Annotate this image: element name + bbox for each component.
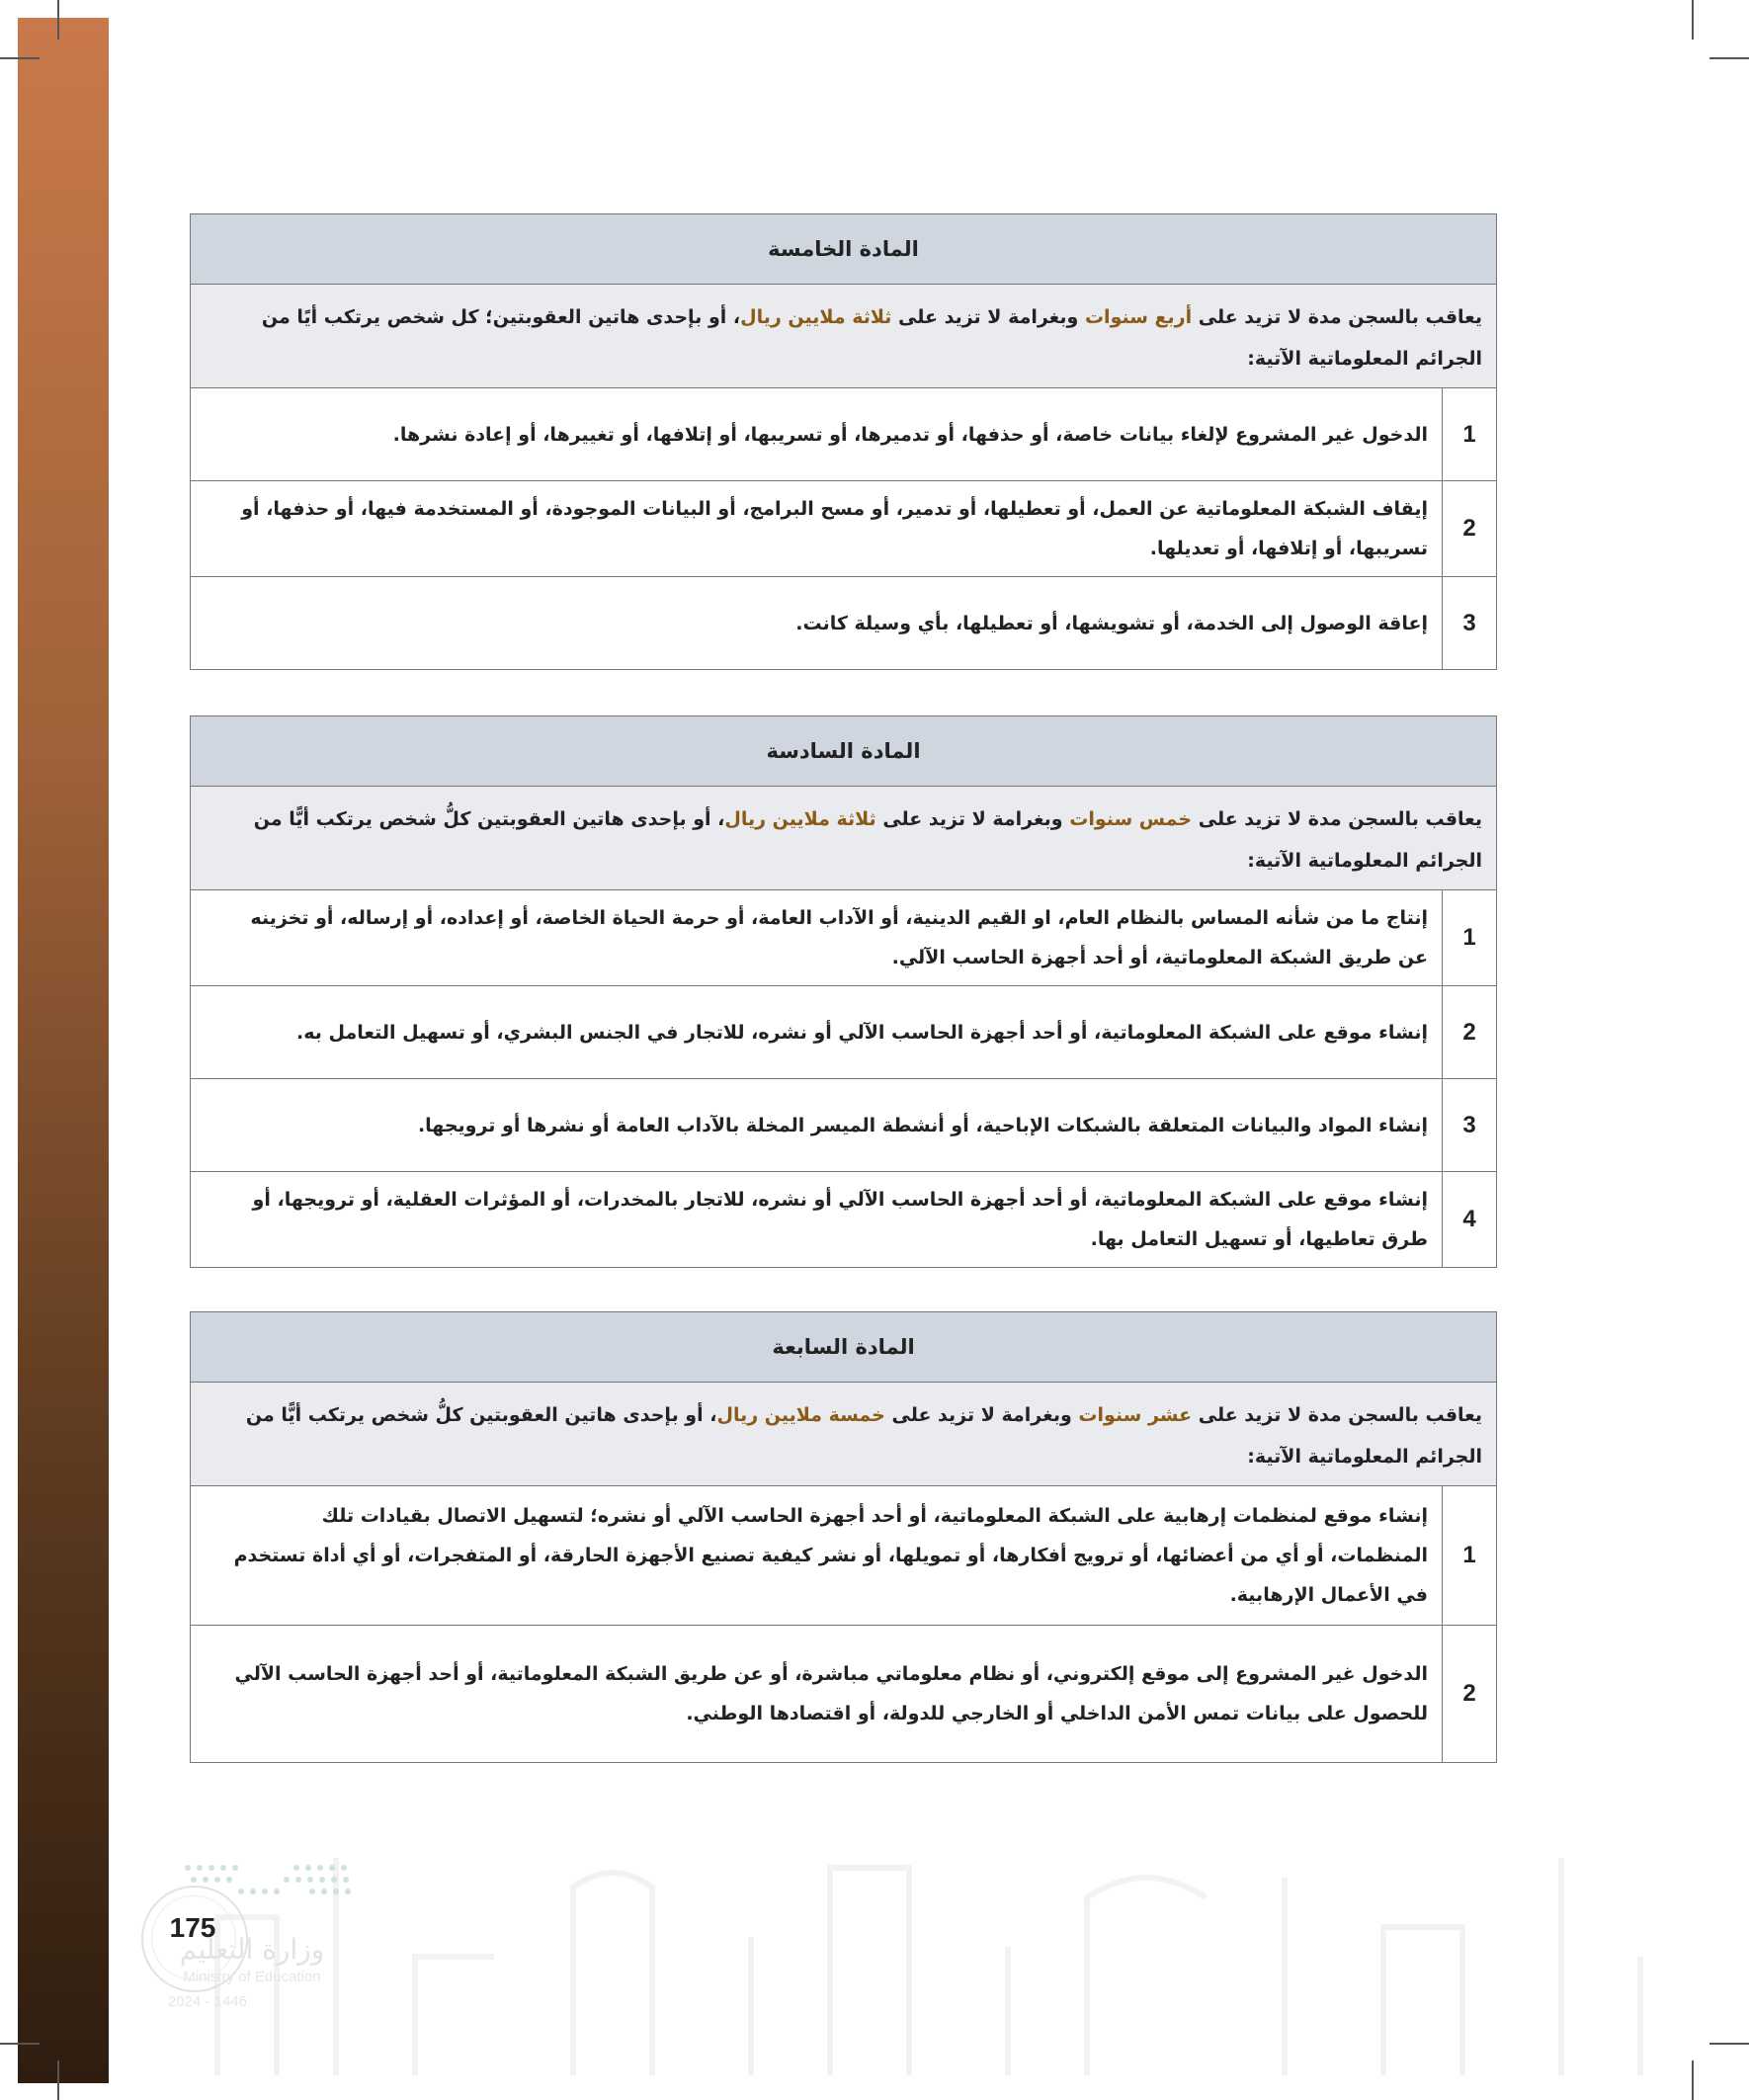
intro-highlight: أربع سنوات — [1084, 306, 1193, 328]
crop-mark — [0, 57, 40, 59]
table-row — [191, 986, 1496, 1079]
intro-text: وبغرامة لا تزيد على — [884, 1404, 1079, 1426]
article-title: المادة الخامسة — [191, 214, 1496, 285]
intro-highlight: ثلاثة ملايين ريال — [724, 808, 876, 830]
article-7-table — [190, 1311, 1497, 1763]
table-row — [191, 1486, 1496, 1626]
table-row — [191, 1172, 1496, 1267]
article-intro — [191, 1383, 1496, 1486]
item-text: إنشاء موقع على الشبكة المعلوماتية، أو أحد أجهزة الحاسب الآلي أو نشره، للاتجار في الجنس البشري، أو تسهيل التعامل به. — [296, 1021, 1428, 1044]
item-text: إعاقة الوصول إلى الخدمة، أو تشويشها، أو تعطيلها، بأي وسيلة كانت. — [795, 612, 1428, 634]
intro-text: وبغرامة لا تزيد على — [891, 306, 1085, 328]
intro-highlight: عشر سنوات — [1078, 1404, 1193, 1426]
item-number: 3 — [1442, 1079, 1496, 1171]
logo-subtext: Ministry of Education — [183, 1969, 321, 1985]
item-text: الدخول غير المشروع إلى موقع إلكتروني، أو نظام معلوماتي مباشرة، أو عن طريق الشبكة المعلوماتية، أو أحد أجهزة الحاسب الآلي للحصول على بيانات تمس الأمن الداخلي أو الخارجي للدولة، أو اقتصادها الوطني. — [234, 1663, 1428, 1724]
article-title: المادة السابعة — [191, 1312, 1496, 1383]
intro-text: ، أو بإحدى هاتين العقوبتين كلُّ شخص يرتكب أيًّا من الجرائم المعلوماتية الآتية: — [253, 808, 1482, 872]
intro-text: يعاقب بالسجن مدة لا تزيد على — [1192, 1404, 1482, 1426]
item-number: 4 — [1442, 1172, 1496, 1267]
article-5-table — [190, 213, 1497, 670]
article-intro — [191, 285, 1496, 388]
item-text: إنشاء موقع على الشبكة المعلوماتية، أو أحد أجهزة الحاسب الآلي أو نشره، للاتجار بالمخدرات، أو المؤثرات العقلية، أو ترويجها، أو طرق تعاطيها، أو تسهيل التعامل بها. — [252, 1189, 1428, 1250]
intro-text: يعاقب بالسجن مدة لا تزيد على — [1192, 306, 1482, 328]
table-row — [191, 577, 1496, 669]
intro-text: ، أو بإحدى هاتين العقوبتين؛ كل شخص يرتكب أيًا من الجرائم المعلوماتية الآتية: — [261, 306, 1482, 370]
item-number: 3 — [1442, 577, 1496, 669]
intro-highlight: خمس سنوات — [1069, 808, 1193, 830]
article-intro — [191, 787, 1496, 890]
crop-mark — [1709, 2043, 1749, 2045]
intro-highlight: خمسة ملايين ريال — [716, 1404, 885, 1426]
crop-mark — [57, 0, 59, 40]
item-number: 2 — [1442, 481, 1496, 576]
item-text: إنتاج ما من شأنه المساس بالنظام العام، او القيم الدينية، أو الآداب العامة، أو حرمة الحياة الخاصة، أو إعداده، أو إرساله، أو تخزينه عن طريق الشبكة المعلوماتية، أو أحد أجهزة الحاسب الآلي. — [250, 907, 1428, 968]
crop-mark — [1692, 0, 1694, 40]
article-title: المادة السادسة — [191, 716, 1496, 787]
item-number: 1 — [1442, 388, 1496, 480]
logo-text: وزارة التعليم — [179, 1933, 325, 1966]
table-row — [191, 388, 1496, 481]
item-text: إنشاء المواد والبيانات المتعلقة بالشبكات الإباحية، أو أنشطة الميسر المخلة بالآداب العامة أو نشرها أو ترويجها. — [417, 1114, 1428, 1136]
intro-highlight: ثلاثة ملايين ريال — [740, 306, 892, 328]
item-text: الدخول غير المشروع لإلغاء بيانات خاصة، أو حذفها، أو تدميرها، أو تسريبها، أو إتلافها، أو تغييرها، أو إعادة نشرها. — [392, 423, 1428, 446]
crop-mark — [57, 2060, 59, 2100]
table-row — [191, 481, 1496, 577]
item-number: 2 — [1442, 986, 1496, 1078]
item-text: إيقاف الشبكة المعلوماتية عن العمل، أو تعطيلها، أو تدمير، أو مسح البرامج، أو البيانات الموجودة، أو المستخدمة فيها، أو حذفها، أو تسريبها، أو إتلافها، أو تعديلها. — [241, 498, 1428, 559]
side-color-bar — [18, 18, 109, 2083]
item-number: 1 — [1442, 890, 1496, 985]
intro-text: يعاقب بالسجن مدة لا تزيد على — [1192, 808, 1482, 830]
table-row — [191, 1079, 1496, 1172]
table-row — [191, 1626, 1496, 1762]
page-number: 175 — [169, 1912, 216, 1943]
article-6-table — [190, 715, 1497, 1268]
item-number: 1 — [1442, 1486, 1496, 1625]
item-text: إنشاء موقع لمنظمات إرهابية على الشبكة المعلوماتية، أو أحد أجهزة الحاسب الآلي أو نشره؛ لتسهيل الاتصال بقيادات تلك المنظمات، أو أي من أعضائها، أو ترويج أفكارها، أو تمويلها، أو نشر كيفية تصنيع الأجهزة الحارقة، أو المتفجرات، أو أي أداة تستخدم في الأعمال الإرهابية. — [233, 1505, 1428, 1606]
intro-text: ، أو بإحدى هاتين العقوبتين كلُّ شخص يرتكب أيًّا من الجرائم المعلوماتية الآتية: — [245, 1404, 1482, 1468]
table-row — [191, 890, 1496, 986]
logo-year: 2024 - 1446 — [167, 1993, 248, 2010]
background-watermark — [198, 1799, 1700, 2075]
crop-mark — [1709, 57, 1749, 59]
item-number: 2 — [1442, 1626, 1496, 1762]
crop-mark — [0, 2043, 40, 2045]
intro-text: وبغرامة لا تزيد على — [875, 808, 1070, 830]
